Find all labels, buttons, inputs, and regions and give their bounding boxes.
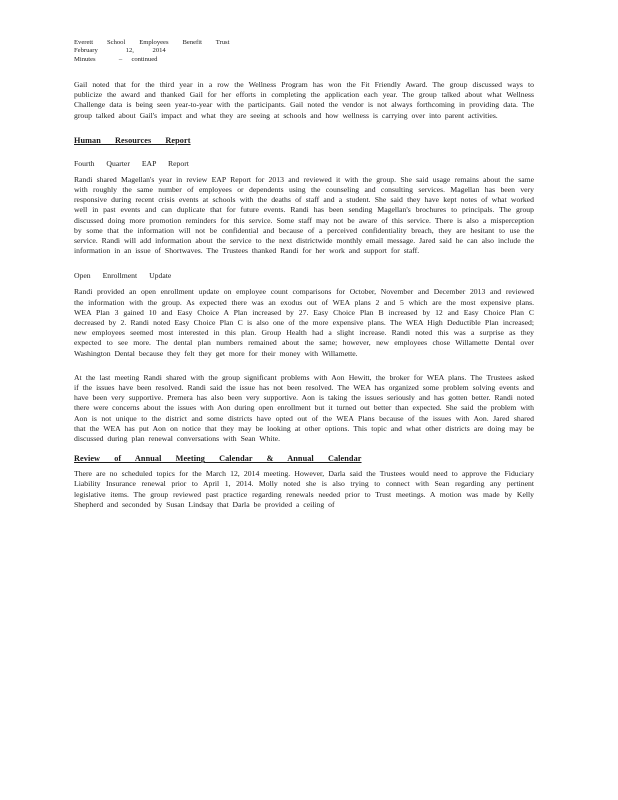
annual-calendar-heading: Review of Annual Meeting Calendar & Annual Calendar xyxy=(74,454,362,464)
hr-report-heading: Human Resources Report xyxy=(74,135,191,145)
header-date: February 12, 2014 xyxy=(74,47,166,55)
open-enrollment-paragraph: Randi provided an open enrollment update on employee count comparisons for October, November and December 2013 and reviewed the information with the group. As expected there was an exodus out of WEA plans 2 and 5 which are the most expensive plans. WEA Plan 3 gained 10 and Easy Choice A Plan increased by 27. Easy Choice Plan B increased by 12 and Easy Choice Plan C decreased by 2. Randi noted Easy Choice Plan C is also one of the more expensive plans. The WEA High Deductible Plan increased; new employees seemed most interested in this plan. Group Health had a slight increase. Randi noted this was a surprise as they expected to see more. The dental plan numbers remained about the same; however, new employees chose Willamette Dental over Washington Dental because they felt they get more for their money with Willamette. xyxy=(74,287,534,358)
header-minutes: Minutes – continued xyxy=(74,55,158,63)
document-body xyxy=(74,80,534,510)
header-organization: Everett School Employees Benefit Trust xyxy=(74,39,230,46)
eap-report-paragraph: Randi shared Magellan's year in review EAP Report for 2013 and reviewed it with the group. She said usage remains about the same with roughly the same number of employees or dependents using the counseling and consulting services. Magellan has been very responsive during recent crisis events at schools with the deaths of staff and a student. She said they have kept notes of what worked well in past events and can duplicate that for future events. Randi has been sending Magellan's brochures to principals. The group discussed doing more promotion reminders for this service. Some staff may not be aware of this service. There is also a misperception by some that the information will not be confidential and because of a perceived confidentiality breach, they are hesitant to use the service. Randi will add information about the service to the next districtwide monthly email message. Jared said he can also include the information in an issue of Shortwaves. The Trustees thanked Randi for her work and support for staff. xyxy=(74,174,534,256)
open-enrollment-title: Open Enrollment Update xyxy=(74,271,172,281)
document-header xyxy=(74,39,229,64)
aon-issues-paragraph: At the last meeting Randi shared with the group significant problems with Aon Hewitt, the broker for WEA plans. The Trustees asked if the issues have been resolved. Randi said the issue has not been resolved. The WEA has organized some problem solving events and have been very supportive. Premera has also been very supportive. Aon is taking the issues seriously and has gotten better. Randi noted there were concerns about the issues with Aon during open enrollment but it turned out better than expected. She said the problem with Aon is not unique to the district and some districts have opted out of the WEA Plans because of the issues with Aon. Jared shared that the WEA has put Aon on notice that they may be looking at other options. This topic and what other districts are doing may be discussed during plan renewal conversations with Sean White. xyxy=(74,372,534,444)
annual-calendar-paragraph: There are no scheduled topics for the March 12, 2014 meeting. However, Darla said the Trustees would need to approve the Fiduciary Liability Insurance renewal prior to April 1, 2014. Molly noted she is also trying to connect with Sean regarding any pertinent legislative items. The group reviewed past practice regarding renewals needed prior to Trust meetings. A motion was made by Kelly Shepherd and seconded by Susan Lindsay that Darla be provided a ceiling of xyxy=(74,469,534,509)
eap-report-title: Fourth Quarter EAP Report xyxy=(74,158,189,168)
wellness-paragraph: Gail noted that for the third year in a row the Wellness Program has won the Fit Friendly Award. The group discussed ways to publicize the award and thanked Gail for her efforts in completing the application each year. The group talked about what Wellness Challenge data is being seen year-to-year with the participants. Gail noted the vendor is not always forthcoming in providing data. The group talked about Gail's impact and what they are seeing at schools and how wellness is carrying over into parent activities. xyxy=(74,80,534,120)
